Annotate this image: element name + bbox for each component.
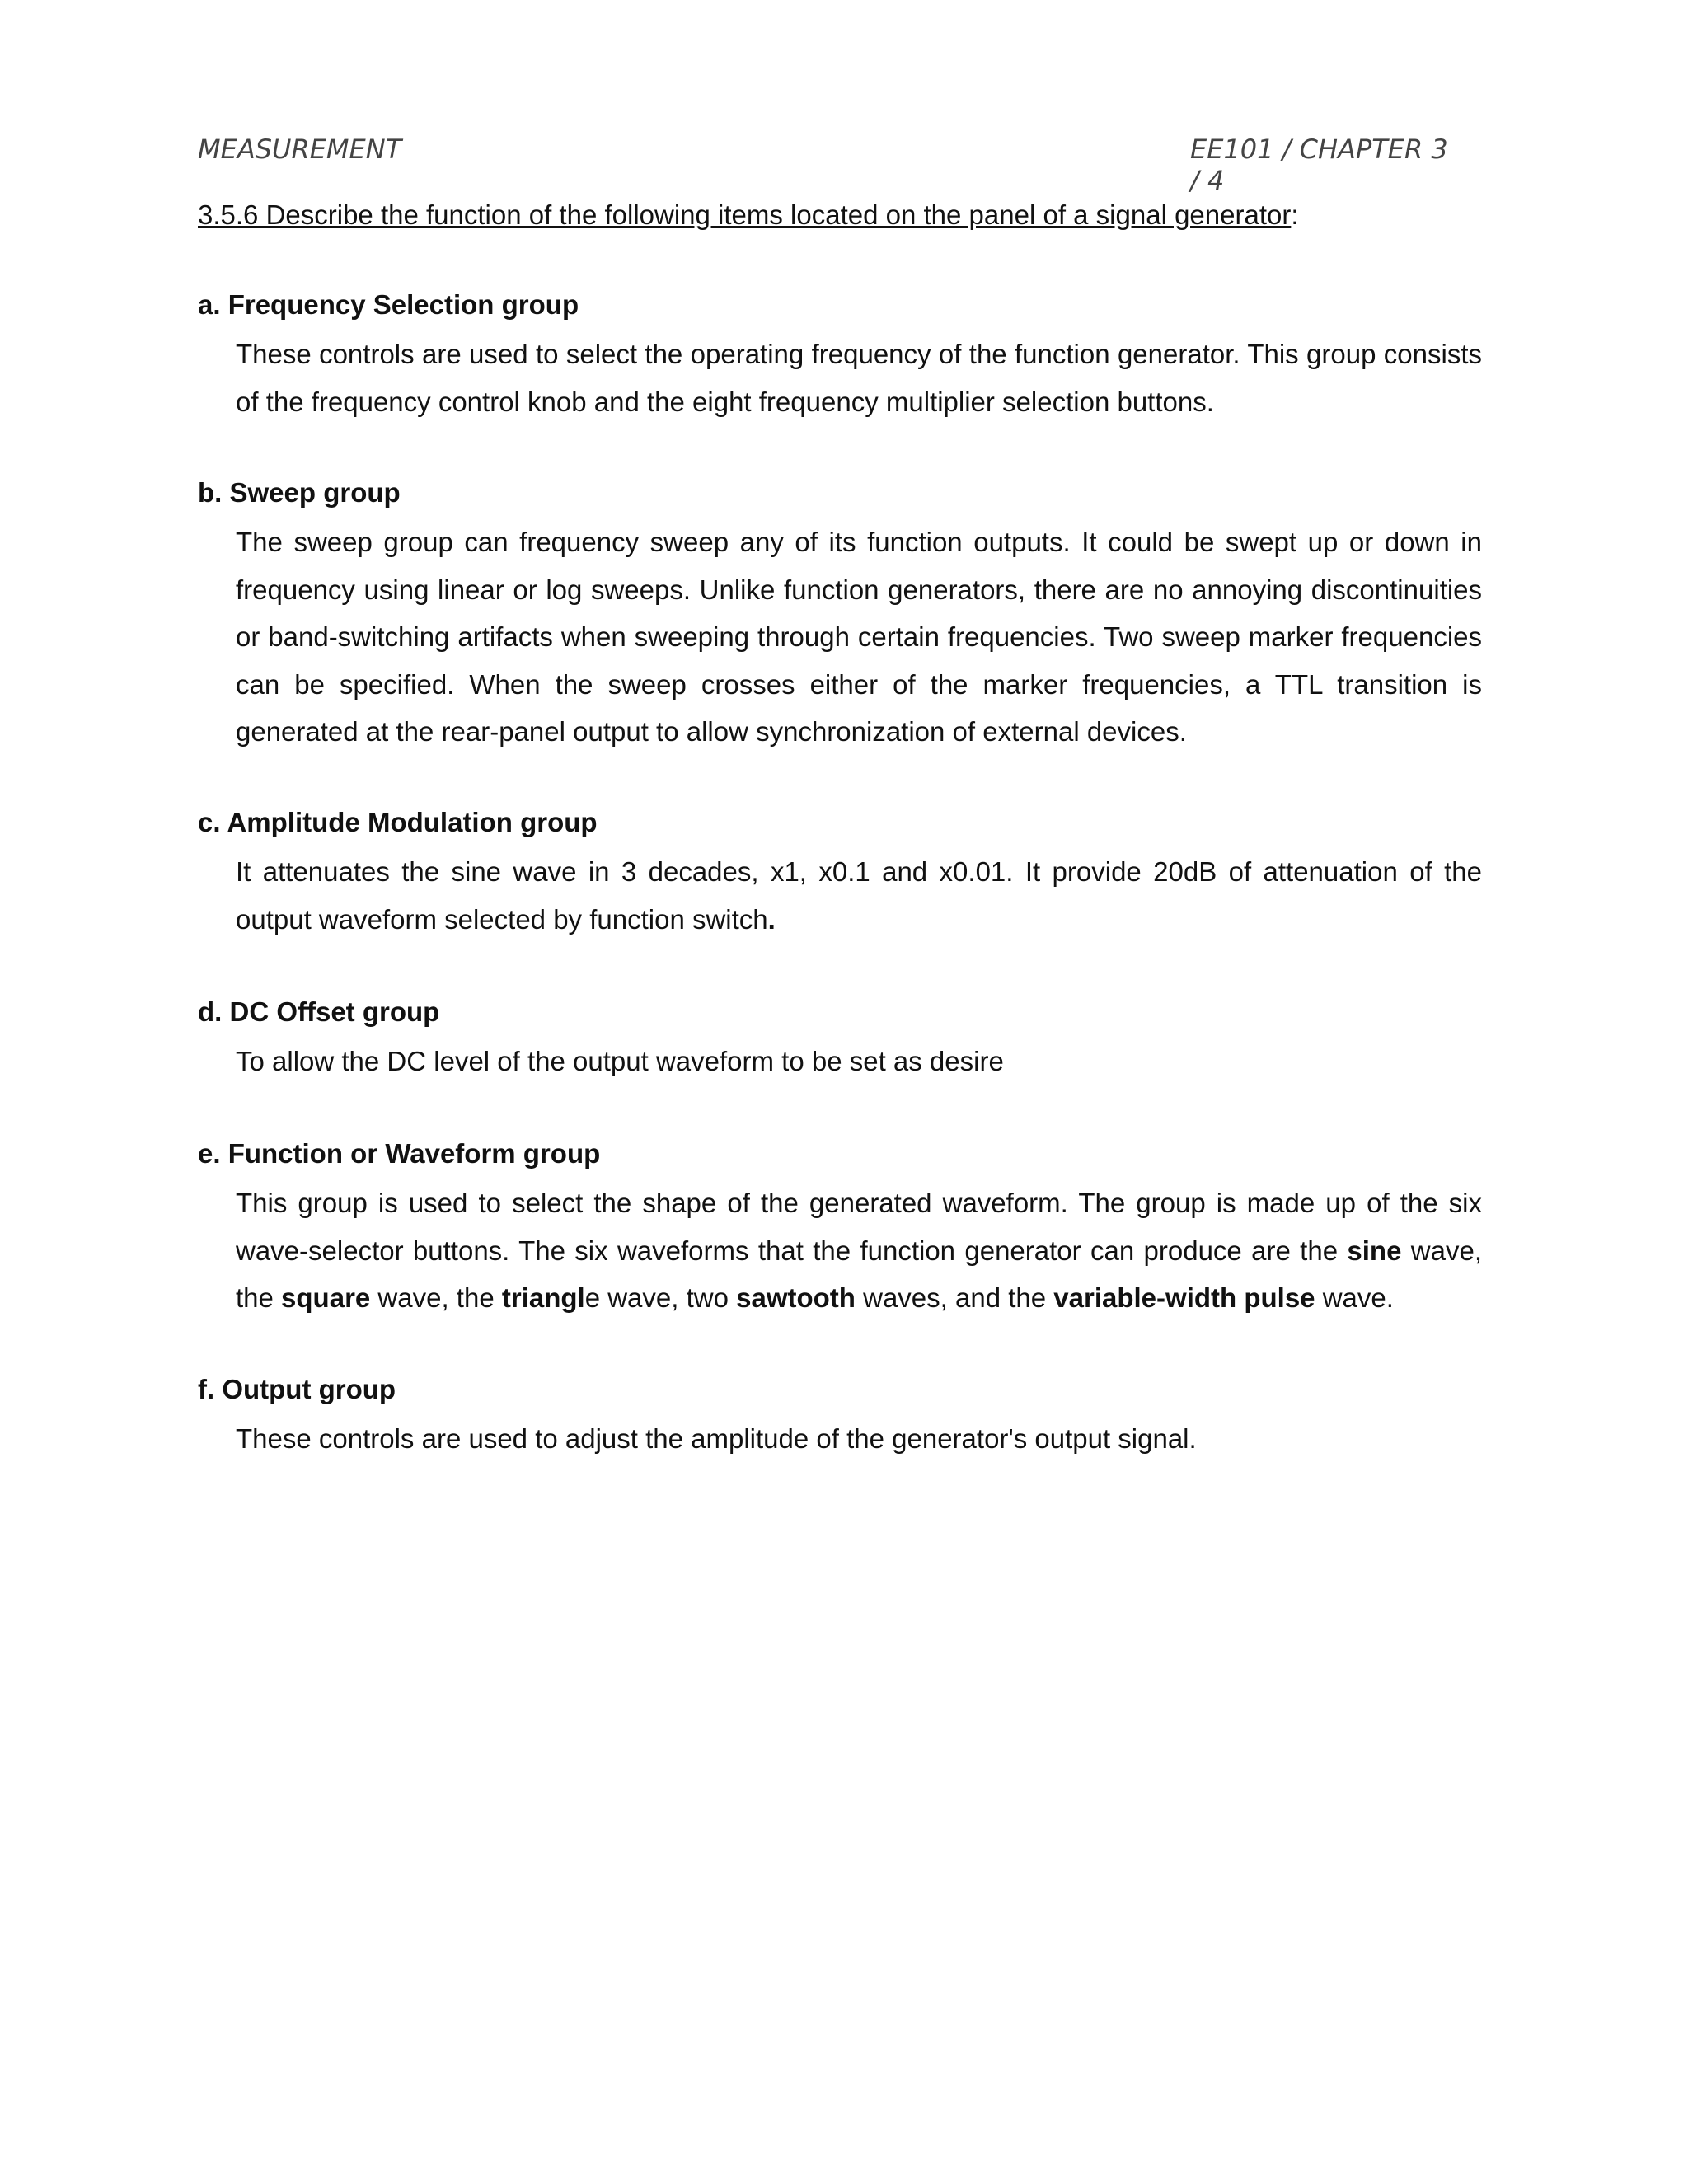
section-dc-offset [198,991,1482,1085]
section-body-text: These controls are used to select the operating frequency of the function generator. This group consists of the frequency control knob and the eight frequency multiplier selection buttons. [236,339,1482,417]
header-right: EE101 / CHAPTER 3 / 4 [1190,134,1448,196]
section-heading: d. DC Offset group [198,996,440,1027]
section-frequency-selection [198,284,1482,425]
question-title [198,194,1484,236]
bold-triangle: triangl [501,1282,585,1313]
section-body-text: These controls are used to adjust the amplitude of the generator's output signal. [236,1423,1197,1454]
section-body [236,1415,1482,1463]
section-body [236,1179,1482,1322]
body-text: wave. [1315,1282,1394,1313]
body-text: e wave, two [584,1282,737,1313]
body-text: This group is used to select the shape of the generated waveform. The group is made up of the six wave-selector buttons. The six waveforms that the function generator can produce are the [236,1188,1482,1266]
body-text: wave, the [370,1282,502,1313]
section-body [236,330,1482,425]
section-heading: c. Amplitude Modulation group [198,807,598,837]
section-function-waveform [198,1133,1482,1322]
body-text: It attenuates the sine wave in 3 decades, x1, x0.1 and x0.01. It provide 20dB of attenuation of the output waveform selected by function switch [236,856,1482,935]
section-heading: f. Output group [198,1374,396,1404]
section-sweep [198,472,1482,756]
section-body [236,848,1482,943]
page-header [198,134,1451,196]
bold-square: square [281,1282,371,1313]
bold-sawtooth: sawtooth [736,1282,856,1313]
section-body [236,518,1482,756]
section-body-text: To allow the DC level of the output waveform to be set as desire [236,1046,1004,1076]
header-left: MEASUREMENT [198,134,402,165]
section-heading: b. Sweep group [198,477,401,508]
body-end-period: . [767,903,776,935]
section-body-text [236,1179,1482,1322]
bold-sine: sine [1347,1235,1402,1266]
section-body-text: The sweep group can frequency sweep any of its function outputs. It could be swept up or down in frequency using linear or log sweeps. Unlike function generators, there are no annoying discontinuities or band-switching artifacts when sweeping through certain frequencies. Two sweep marker frequencies can be specified. When the sweep crosses either of the marker frequencies, a TTL transition is generated at the rear-panel output to allow synchronization of external devices. [236,527,1482,747]
body-text: wave, the [236,1235,1482,1313]
body-text: waves, and the [855,1282,1054,1313]
section-amplitude-modulation [198,802,1482,943]
section-heading: a. Frequency Selection group [198,289,579,320]
section-body-text [236,848,1482,943]
section-output [198,1369,1482,1463]
section-body [236,1038,1482,1085]
bold-variable-width-pulse: variable-width pulse [1053,1282,1315,1313]
question-text: 3.5.6 Describe the function of the following items located on the panel of a signal generator [198,199,1292,230]
question-suffix: : [1291,199,1299,230]
section-heading: e. Function or Waveform group [198,1138,601,1169]
